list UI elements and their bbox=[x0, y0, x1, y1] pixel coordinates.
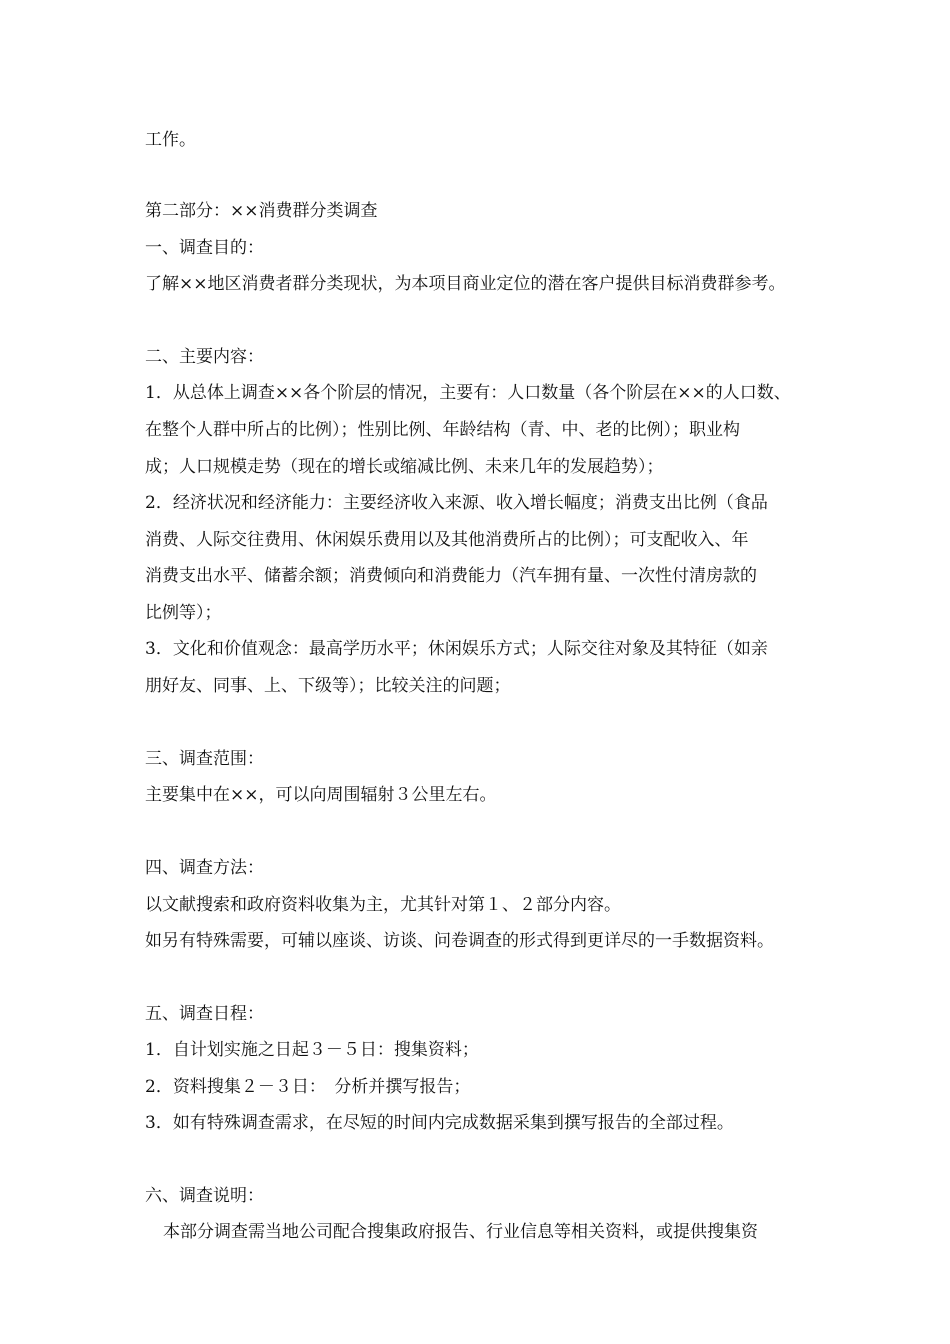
text-line: 本部分调查需当地公司配合搜集政府报告、行业信息等相关资料，或提供搜集资 bbox=[163, 1222, 758, 1242]
section-heading: 第二部分：××消费群分类调查 bbox=[145, 201, 378, 221]
subsection-heading: 四、调查方法： bbox=[145, 858, 264, 878]
text-line: 消费、人际交往费用、休闲娱乐费用以及其他消费所占的比例）；可支配收入、年 bbox=[145, 530, 749, 550]
text-line: 在整个人群中所占的比例）；性别比例、年龄结构（青、中、老的比例）；职业构 bbox=[145, 420, 740, 440]
text-line: 2．经济状况和经济能力：主要经济收入来源、收入增长幅度；消费支出比例（食品 bbox=[145, 493, 768, 513]
text-line: 朋好友、同事、上、下级等）；比较关注的问题； bbox=[145, 676, 511, 696]
text-line: 比例等）； bbox=[145, 603, 222, 623]
text-line: 消费支出水平、储蓄余额；消费倾向和消费能力（汽车拥有量、一次性付清房款的 bbox=[145, 566, 757, 586]
text-line: 1．从总体上调查××各个阶层的情况，主要有：人口数量（各个阶层在××的人口数、 bbox=[145, 383, 791, 403]
text-line: 成；人口规模走势（现在的增长或缩减比例、未来几年的发展趋势）； bbox=[145, 457, 664, 477]
text-line: 了解××地区消费者群分类现状，为本项目商业定位的潜在客户提供目标消费群参考。 bbox=[145, 274, 786, 294]
text-line: 1．自计划实施之日起３－５日：搜集资料； bbox=[145, 1040, 479, 1060]
subsection-heading: 五、调查日程： bbox=[145, 1004, 264, 1024]
text-line: 如另有特殊需要，可辅以座谈、访谈、问卷调查的形式得到更详尽的一手数据资料。 bbox=[145, 931, 774, 951]
text-line: 工作。 bbox=[145, 130, 196, 150]
text-line: 以文献搜索和政府资料收集为主，尤其针对第１、２部分内容。 bbox=[145, 895, 621, 915]
subsection-heading: 三、调查范围： bbox=[145, 749, 264, 769]
subsection-heading: 一、调查目的： bbox=[145, 238, 264, 258]
subsection-heading: 六、调查说明： bbox=[145, 1186, 264, 1206]
subsection-heading: 二、主要内容： bbox=[145, 347, 264, 367]
text-line: 2．资料搜集２－３日： 分析并撰写报告； bbox=[145, 1077, 471, 1097]
text-line: 3．文化和价值观念：最高学历水平；休闲娱乐方式；人际交往对象及其特征（如亲 bbox=[145, 639, 768, 659]
text-line: 主要集中在××，可以向周围辐射３公里左右。 bbox=[145, 785, 497, 805]
text-line: 3．如有特殊调查需求，在尽短的时间内完成数据采集到撰写报告的全部过程。 bbox=[145, 1113, 734, 1133]
